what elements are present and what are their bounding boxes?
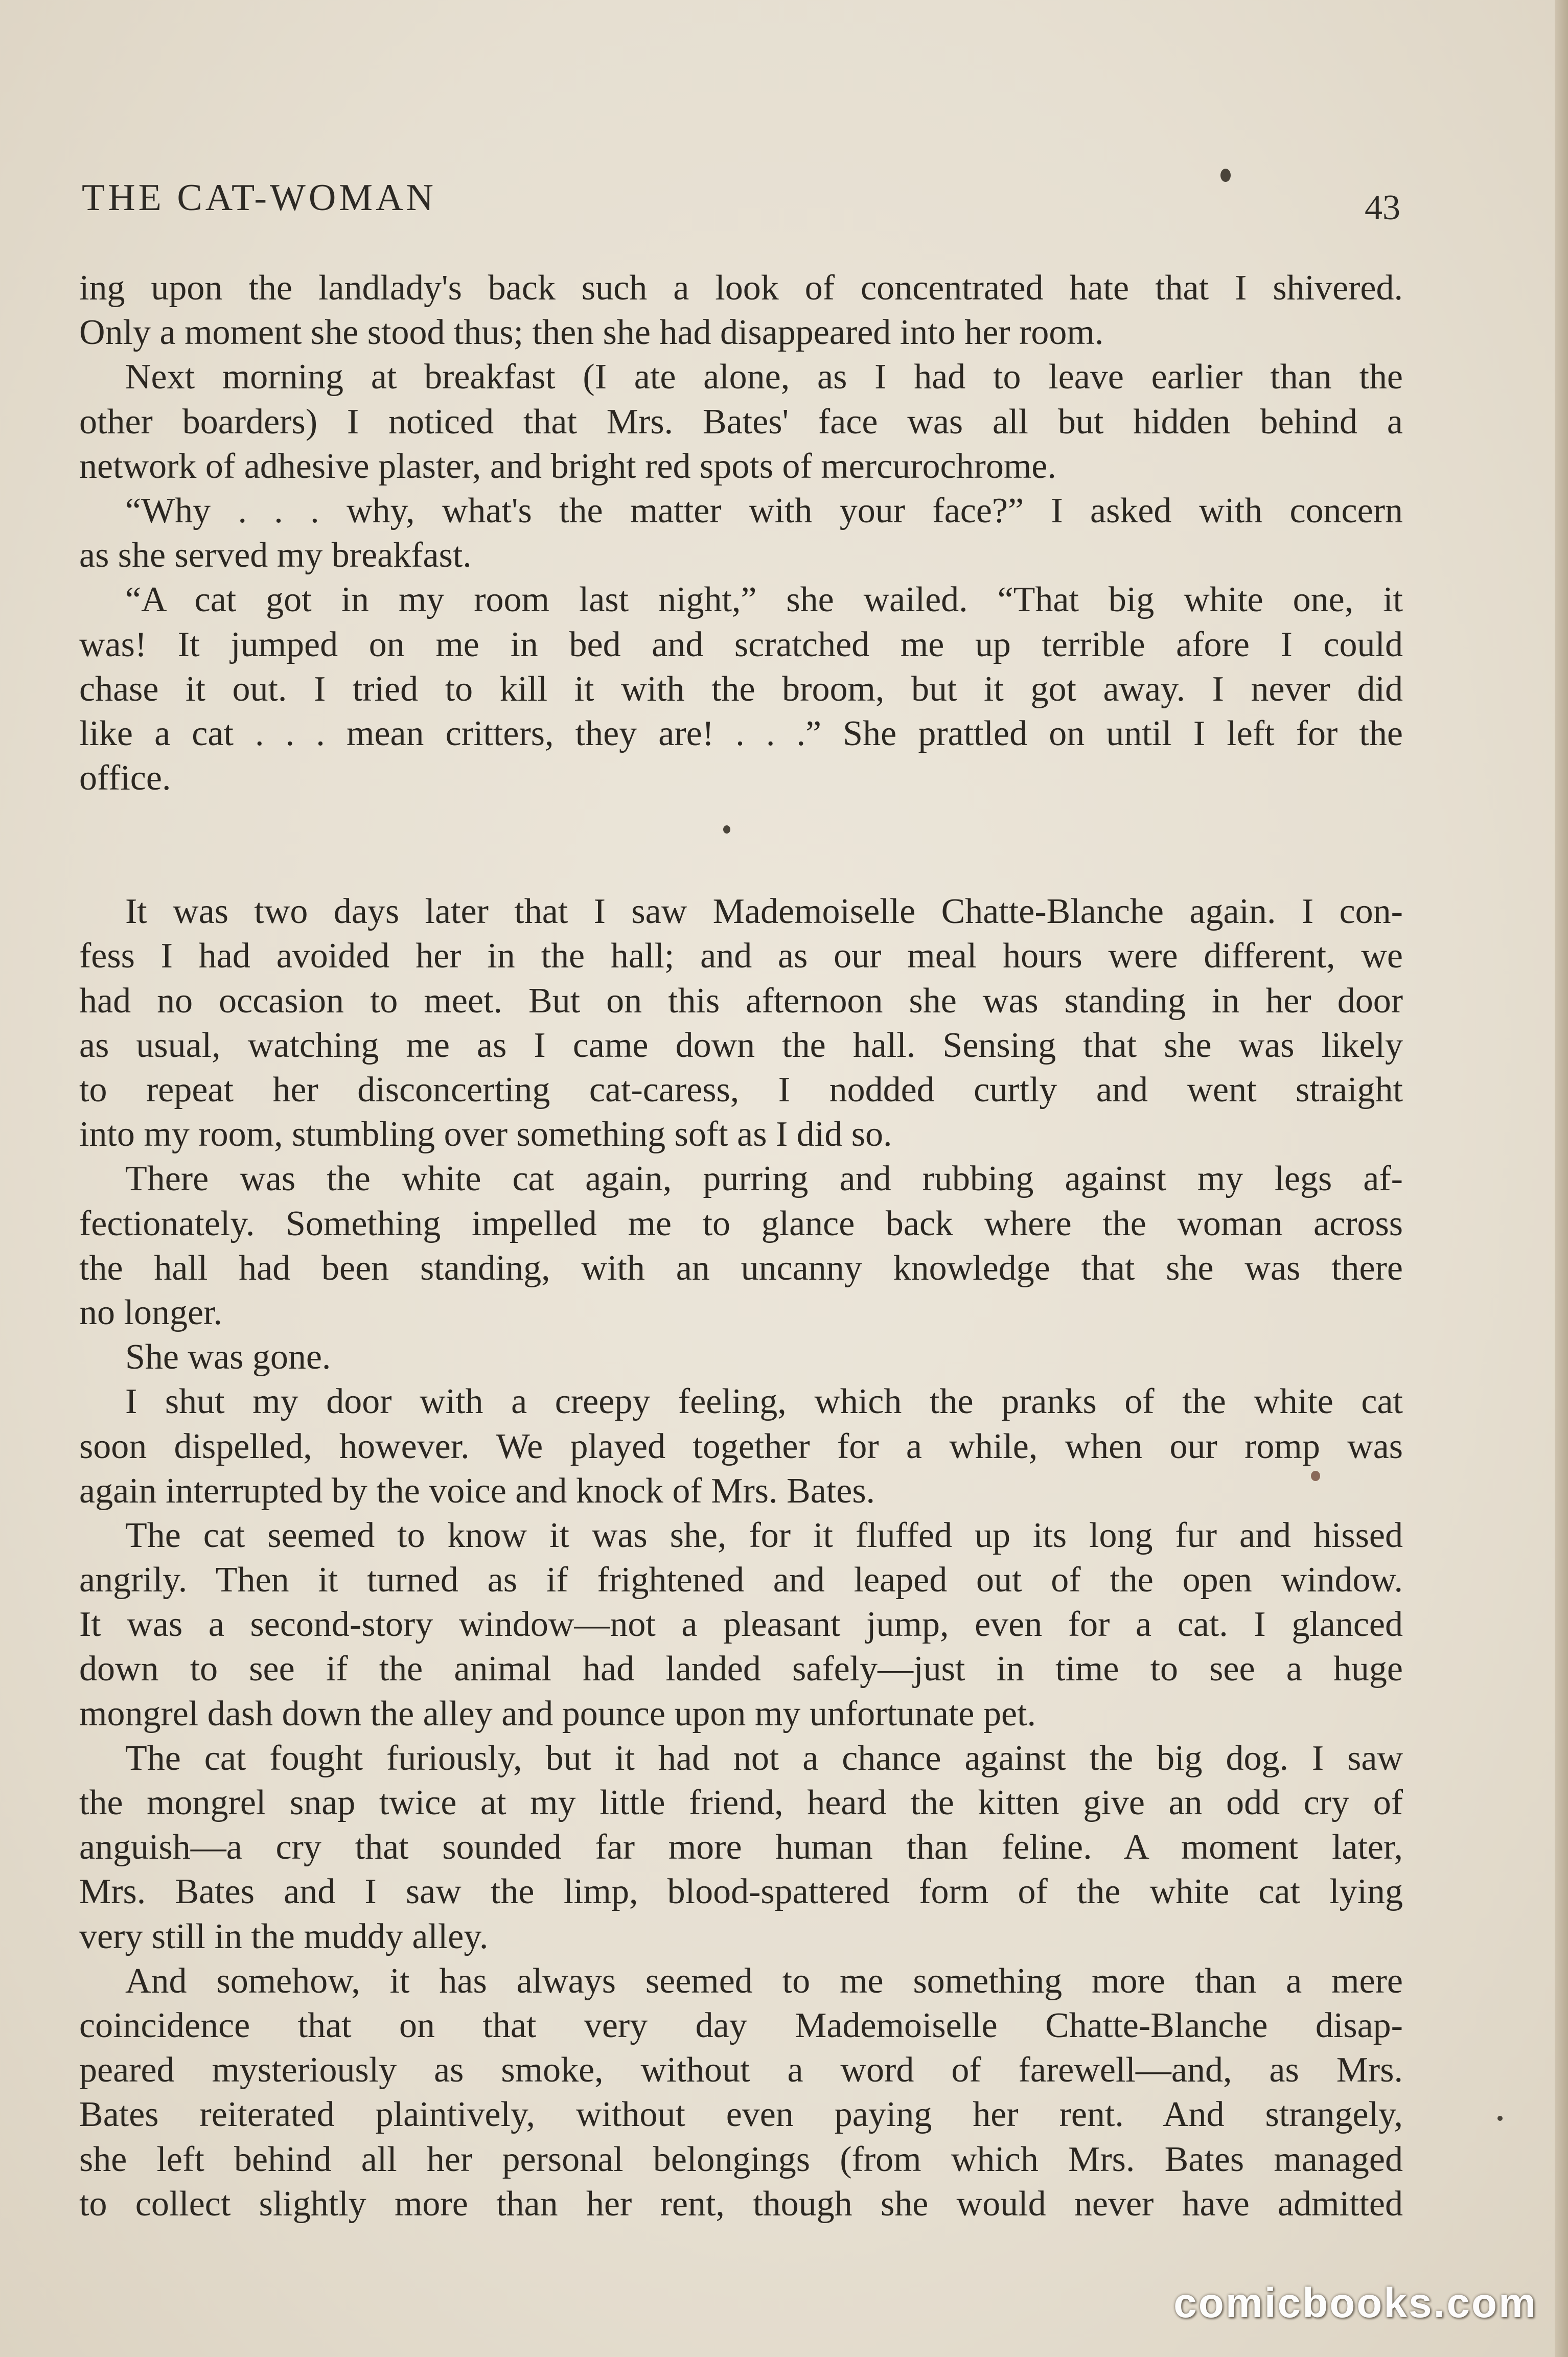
text-line: as usual, watching me as I came down the hall. Sensing that she was likely <box>79 1025 1403 1065</box>
text-line: coincidence that on that very day Mademoiselle Chatte-Blanche disap- <box>79 2005 1403 2045</box>
text-line: chase it out. I tried to kill it with the broom, but it got away. I never did <box>79 669 1403 709</box>
text-line: It was two days later that I saw Mademoiselle Chatte-Blanche again. I con- <box>125 892 1403 932</box>
text-line: no longer. <box>79 1292 222 1332</box>
text-line: peared mysteriously as smoke, without a word of farewell—and, as Mrs. <box>79 2050 1403 2090</box>
text-line: the hall had been standing, with an uncanny knowledge that she was there <box>79 1248 1403 1288</box>
watermark: comicbooks.com <box>1173 2280 1537 2326</box>
page-edge <box>1555 0 1568 2357</box>
section-break <box>79 800 1403 889</box>
ink-speck <box>723 825 730 834</box>
text-line: was! It jumped on me in bed and scratched me up terrible afore I could <box>79 625 1403 664</box>
text-line: again interrupted by the voice and knock of Mrs. Bates. <box>79 1471 875 1511</box>
text-line: she left behind all her personal belongings (from which Mrs. Bates managed <box>79 2139 1403 2179</box>
text-line: office. <box>79 758 171 798</box>
text-line: The cat fought furiously, but it had not a chance against the big dog. I saw <box>125 1738 1403 1778</box>
text-line: There was the white cat again, purring and rubbing against my legs af- <box>125 1159 1403 1199</box>
text-line: into my room, stumbling over something soft as I did so. <box>79 1115 892 1154</box>
text-line: Mrs. Bates and I saw the limp, blood-spattered form of the white cat lying <box>79 1872 1403 1912</box>
text-line: had no occasion to meet. But on this afternoon she was standing in her door <box>79 981 1403 1021</box>
running-title: THE CAT-WOMAN <box>82 177 436 219</box>
text-line: the mongrel snap twice at my little friend, heard the kitten give an odd cry of <box>79 1783 1403 1822</box>
text-line: “Why . . . why, what's the matter with your face?” I asked with concern <box>125 491 1403 530</box>
text-line: network of adhesive plaster, and bright red spots of mercurochrome. <box>79 446 1056 486</box>
text-line: very still in the muddy alley. <box>79 1916 489 1956</box>
text-line: The cat seemed to know it was she, for it fluffed up its long fur and hissed <box>125 1515 1403 1555</box>
text-line: other boarders) I noticed that Mrs. Bates' face was all but hidden behind a <box>79 402 1403 442</box>
text-line: down to see if the animal had landed safely—just in time to see a huge <box>79 1649 1403 1689</box>
text-line: like a cat . . . mean critters, they are! . . .” She prattled on until I left for the <box>79 713 1403 753</box>
text-line: She was gone. <box>125 1337 331 1377</box>
text-line: And somehow, it has always seemed to me something more than a mere <box>125 1961 1403 2001</box>
text-line: “A cat got in my room last night,” she wailed. “That big white one, it <box>125 580 1403 620</box>
text-line: soon dispelled, however. We played together for a while, when our romp was <box>79 1426 1403 1466</box>
text-line: as she served my breakfast. <box>79 536 472 575</box>
text-line: anguish—a cry that sounded far more human than feline. A moment later, <box>79 1828 1403 1867</box>
page-header <box>82 176 1400 233</box>
text-line: fess I had avoided her in the hall; and as our meal hours were different, we <box>79 936 1403 976</box>
text-line: to repeat her disconcerting cat-caress, I nodded curtly and went straight <box>79 1070 1403 1110</box>
text-line: I shut my door with a creepy feeling, which the pranks of the white cat <box>125 1382 1403 1422</box>
text-line: ing upon the landlady's back such a look of concentrated hate that I shivered. <box>79 268 1403 308</box>
ink-speck <box>1497 2116 1503 2121</box>
page-number: 43 <box>1365 188 1400 227</box>
text-line: It was a second-story window—not a pleasant jump, even for a cat. I glanced <box>79 1605 1403 1645</box>
text-line: angrily. Then it turned as if frightened and leaped out of the open window. <box>79 1560 1403 1600</box>
text-line: Next morning at breakfast (I ate alone, as I had to leave earlier than the <box>125 357 1403 397</box>
text-line: Bates reiterated plaintively, without even paying her rent. And strangely, <box>79 2095 1403 2135</box>
text-line: mongrel dash down the alley and pounce upon my unfortunate pet. <box>79 1694 1036 1734</box>
ink-speck <box>1220 169 1231 182</box>
text-line: to collect slightly more than her rent, though she would never have admitted <box>79 2184 1403 2224</box>
text-line: fectionately. Something impelled me to glance back where the woman across <box>79 1204 1403 1243</box>
ink-speck <box>1311 1471 1320 1481</box>
story-text <box>79 266 1403 2226</box>
text-line: Only a moment she stood thus; then she had disappeared into her room. <box>79 313 1104 353</box>
